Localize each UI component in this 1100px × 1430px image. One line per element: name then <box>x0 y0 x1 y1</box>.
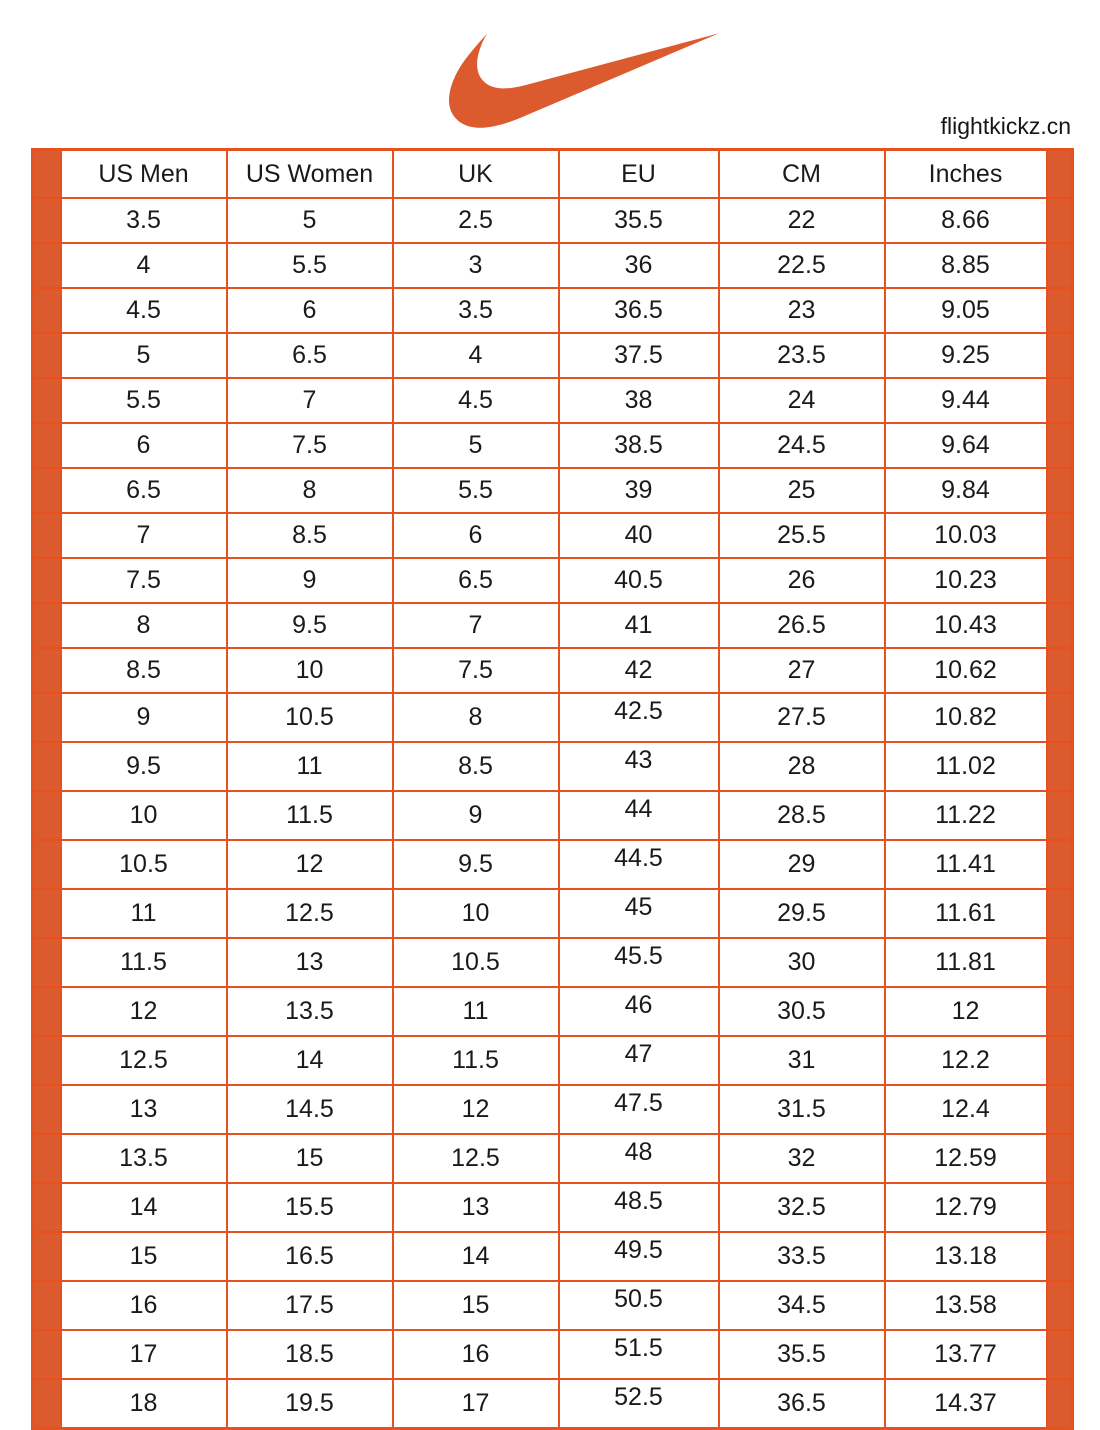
accent-bar-cell <box>33 1379 61 1429</box>
accent-bar-cell <box>1047 1134 1073 1183</box>
accent-bar-cell <box>33 1281 61 1330</box>
size-cell: 9.84 <box>885 468 1047 513</box>
size-cell: 7.5 <box>393 648 559 693</box>
size-cell: 10.5 <box>393 938 559 987</box>
size-cell: 11.61 <box>885 889 1047 938</box>
size-cell: 40.5 <box>559 558 719 603</box>
size-cell: 9.5 <box>227 603 393 648</box>
accent-bar-cell <box>1047 648 1073 693</box>
size-cell: 10.5 <box>227 693 393 742</box>
table-row <box>33 791 1073 840</box>
size-cell: 10.23 <box>885 558 1047 603</box>
accent-bar-cell <box>1047 742 1073 791</box>
column-header: US Women <box>227 150 393 199</box>
table-row <box>33 742 1073 791</box>
accent-bar-cell <box>33 378 61 423</box>
accent-bar-cell <box>1047 1379 1073 1429</box>
size-cell: 13 <box>393 1183 559 1232</box>
size-cell: 9.05 <box>885 288 1047 333</box>
size-cell: 15 <box>393 1281 559 1330</box>
size-cell: 5 <box>393 423 559 468</box>
accent-bar-cell <box>1047 333 1073 378</box>
accent-bar-cell <box>33 840 61 889</box>
size-cell: 18.5 <box>227 1330 393 1379</box>
table-row <box>33 468 1073 513</box>
accent-bar-cell <box>1047 1232 1073 1281</box>
size-cell: 17 <box>61 1330 227 1379</box>
size-cell: 10 <box>227 648 393 693</box>
size-cell: 28 <box>719 742 885 791</box>
accent-bar-cell <box>1047 198 1073 243</box>
size-cell: 9 <box>227 558 393 603</box>
size-cell: 12 <box>227 840 393 889</box>
size-cell: 3 <box>393 243 559 288</box>
column-header: EU <box>559 150 719 199</box>
size-cell: 13.5 <box>61 1134 227 1183</box>
size-cell: 32.5 <box>719 1183 885 1232</box>
size-cell: 6.5 <box>393 558 559 603</box>
accent-bar-cell <box>1047 243 1073 288</box>
size-cell: 11 <box>393 987 559 1036</box>
size-cell: 7.5 <box>227 423 393 468</box>
accent-bar-cell <box>1047 513 1073 558</box>
accent-bar-cell <box>1047 889 1073 938</box>
size-cell: 3.5 <box>393 288 559 333</box>
size-cell: 41 <box>559 603 719 648</box>
size-cell: 47 <box>559 1036 719 1085</box>
table-row <box>33 1134 1073 1183</box>
accent-bar-cell <box>33 1232 61 1281</box>
size-cell: 13.5 <box>227 987 393 1036</box>
size-cell: 3.5 <box>61 198 227 243</box>
size-cell: 17 <box>393 1379 559 1429</box>
accent-bar-cell <box>1047 1085 1073 1134</box>
size-cell: 8 <box>227 468 393 513</box>
size-cell: 42 <box>559 648 719 693</box>
size-cell: 27 <box>719 648 885 693</box>
size-cell: 7 <box>393 603 559 648</box>
size-cell: 34.5 <box>719 1281 885 1330</box>
accent-bar-cell <box>1047 1183 1073 1232</box>
size-cell: 14 <box>393 1232 559 1281</box>
size-cell: 51.5 <box>559 1330 719 1379</box>
table-row <box>33 288 1073 333</box>
table-row <box>33 1232 1073 1281</box>
size-cell: 11.5 <box>393 1036 559 1085</box>
size-cell: 49.5 <box>559 1232 719 1281</box>
size-conversion-table <box>31 148 1074 1430</box>
size-cell: 30.5 <box>719 987 885 1036</box>
accent-bar-cell <box>1047 423 1073 468</box>
size-cell: 11.02 <box>885 742 1047 791</box>
table-row <box>33 840 1073 889</box>
size-cell: 31 <box>719 1036 885 1085</box>
size-cell: 10.82 <box>885 693 1047 742</box>
size-cell: 47.5 <box>559 1085 719 1134</box>
size-cell: 7.5 <box>61 558 227 603</box>
size-cell: 28.5 <box>719 791 885 840</box>
accent-bar-cell <box>33 987 61 1036</box>
size-cell: 12.59 <box>885 1134 1047 1183</box>
accent-bar-cell <box>1047 938 1073 987</box>
accent-bar-cell <box>33 791 61 840</box>
accent-bar-cell <box>33 1183 61 1232</box>
site-watermark: flightkickz.cn <box>940 113 1071 139</box>
size-cell: 29.5 <box>719 889 885 938</box>
size-cell: 8.66 <box>885 198 1047 243</box>
table-row <box>33 333 1073 378</box>
accent-bar-cell <box>33 1134 61 1183</box>
accent-bar-cell <box>33 1085 61 1134</box>
size-cell: 11 <box>61 889 227 938</box>
table-row <box>33 1330 1073 1379</box>
table-row <box>33 1036 1073 1085</box>
size-cell: 9.5 <box>393 840 559 889</box>
table-row <box>33 987 1073 1036</box>
size-cell: 9.25 <box>885 333 1047 378</box>
accent-bar-cell <box>1047 1330 1073 1379</box>
accent-bar-cell <box>33 889 61 938</box>
table-row <box>33 513 1073 558</box>
size-cell: 8 <box>61 603 227 648</box>
table-row <box>33 938 1073 987</box>
size-cell: 50.5 <box>559 1281 719 1330</box>
column-header: US Men <box>61 150 227 199</box>
size-cell: 11 <box>227 742 393 791</box>
size-cell: 5.5 <box>393 468 559 513</box>
size-cell: 12 <box>885 987 1047 1036</box>
accent-bar-cell <box>33 1036 61 1085</box>
accent-bar-cell <box>33 1330 61 1379</box>
size-cell: 26 <box>719 558 885 603</box>
size-cell: 12.79 <box>885 1183 1047 1232</box>
accent-bar-cell <box>1047 150 1073 199</box>
size-cell: 6 <box>393 513 559 558</box>
size-cell: 10 <box>61 791 227 840</box>
size-cell: 8.85 <box>885 243 1047 288</box>
table-row <box>33 693 1073 742</box>
size-cell: 12 <box>393 1085 559 1134</box>
accent-bar-cell <box>1047 468 1073 513</box>
accent-bar-cell <box>1047 1036 1073 1085</box>
table-row <box>33 889 1073 938</box>
size-cell: 36 <box>559 243 719 288</box>
size-cell: 9 <box>61 693 227 742</box>
size-cell: 12.4 <box>885 1085 1047 1134</box>
header-row <box>33 150 1073 199</box>
accent-bar-cell <box>33 288 61 333</box>
size-cell: 8.5 <box>227 513 393 558</box>
size-cell: 9.5 <box>61 742 227 791</box>
accent-bar-cell <box>33 198 61 243</box>
size-cell: 14 <box>227 1036 393 1085</box>
size-cell: 10.5 <box>61 840 227 889</box>
size-cell: 9 <box>393 791 559 840</box>
size-cell: 27.5 <box>719 693 885 742</box>
size-cell: 4 <box>61 243 227 288</box>
accent-bar-cell <box>1047 693 1073 742</box>
accent-bar-cell <box>33 468 61 513</box>
table-row <box>33 558 1073 603</box>
size-cell: 10.43 <box>885 603 1047 648</box>
size-cell: 5.5 <box>61 378 227 423</box>
size-cell: 45 <box>559 889 719 938</box>
size-cell: 26.5 <box>719 603 885 648</box>
size-cell: 13 <box>61 1085 227 1134</box>
size-cell: 39 <box>559 468 719 513</box>
size-cell: 10 <box>393 889 559 938</box>
size-cell: 11.41 <box>885 840 1047 889</box>
size-cell: 42.5 <box>559 693 719 742</box>
size-cell: 32 <box>719 1134 885 1183</box>
size-cell: 14.37 <box>885 1379 1047 1429</box>
size-cell: 38 <box>559 378 719 423</box>
size-cell: 30 <box>719 938 885 987</box>
accent-bar-cell <box>33 150 61 199</box>
accent-bar-cell <box>1047 288 1073 333</box>
size-cell: 35.5 <box>719 1330 885 1379</box>
nike-swoosh-logo <box>449 13 719 148</box>
size-cell: 7 <box>61 513 227 558</box>
size-cell: 19.5 <box>227 1379 393 1429</box>
size-cell: 13.58 <box>885 1281 1047 1330</box>
size-cell: 10.03 <box>885 513 1047 558</box>
table-row <box>33 648 1073 693</box>
size-cell: 13.18 <box>885 1232 1047 1281</box>
size-cell: 14.5 <box>227 1085 393 1134</box>
table-body <box>33 198 1073 1429</box>
size-cell: 25 <box>719 468 885 513</box>
size-cell: 22 <box>719 198 885 243</box>
nike-swoosh-icon <box>449 13 719 148</box>
size-cell: 13 <box>227 938 393 987</box>
size-cell: 44.5 <box>559 840 719 889</box>
size-cell: 4 <box>393 333 559 378</box>
size-cell: 35.5 <box>559 198 719 243</box>
accent-bar-cell <box>33 648 61 693</box>
size-cell: 12.2 <box>885 1036 1047 1085</box>
table-row <box>33 1085 1073 1134</box>
size-cell: 24 <box>719 378 885 423</box>
size-cell: 8.5 <box>393 742 559 791</box>
size-cell: 12.5 <box>227 889 393 938</box>
table-row <box>33 1281 1073 1330</box>
table-row <box>33 378 1073 423</box>
size-cell: 15.5 <box>227 1183 393 1232</box>
size-cell: 5 <box>227 198 393 243</box>
size-cell: 36.5 <box>559 288 719 333</box>
size-cell: 16 <box>61 1281 227 1330</box>
size-cell: 6.5 <box>61 468 227 513</box>
size-cell: 6.5 <box>227 333 393 378</box>
accent-bar-cell <box>33 693 61 742</box>
size-cell: 33.5 <box>719 1232 885 1281</box>
size-cell: 13.77 <box>885 1330 1047 1379</box>
size-cell: 12.5 <box>393 1134 559 1183</box>
size-cell: 11.22 <box>885 791 1047 840</box>
size-cell: 44 <box>559 791 719 840</box>
accent-bar-cell <box>1047 603 1073 648</box>
size-cell: 23.5 <box>719 333 885 378</box>
accent-bar-cell <box>33 513 61 558</box>
size-cell: 22.5 <box>719 243 885 288</box>
accent-bar-cell <box>1047 558 1073 603</box>
size-cell: 11.81 <box>885 938 1047 987</box>
accent-bar-cell <box>1047 791 1073 840</box>
size-cell: 40 <box>559 513 719 558</box>
size-cell: 15 <box>61 1232 227 1281</box>
size-cell: 52.5 <box>559 1379 719 1429</box>
size-cell: 6 <box>61 423 227 468</box>
column-header: Inches <box>885 150 1047 199</box>
size-cell: 45.5 <box>559 938 719 987</box>
size-cell: 29 <box>719 840 885 889</box>
column-header: CM <box>719 150 885 199</box>
size-cell: 11.5 <box>61 938 227 987</box>
table-row <box>33 423 1073 468</box>
size-cell: 6 <box>227 288 393 333</box>
size-cell: 17.5 <box>227 1281 393 1330</box>
size-cell: 12 <box>61 987 227 1036</box>
accent-bar-cell <box>1047 840 1073 889</box>
accent-bar-cell <box>33 742 61 791</box>
size-cell: 5.5 <box>227 243 393 288</box>
size-cell: 43 <box>559 742 719 791</box>
column-header: UK <box>393 150 559 199</box>
size-cell: 9.44 <box>885 378 1047 423</box>
size-cell: 31.5 <box>719 1085 885 1134</box>
size-cell: 23 <box>719 288 885 333</box>
size-cell: 7 <box>227 378 393 423</box>
size-cell: 4.5 <box>61 288 227 333</box>
table-row <box>33 603 1073 648</box>
size-cell: 14 <box>61 1183 227 1232</box>
size-cell: 24.5 <box>719 423 885 468</box>
accent-bar-cell <box>1047 1281 1073 1330</box>
accent-bar-cell <box>33 333 61 378</box>
size-cell: 46 <box>559 987 719 1036</box>
size-cell: 4.5 <box>393 378 559 423</box>
accent-bar-cell <box>33 243 61 288</box>
accent-bar-cell <box>1047 378 1073 423</box>
size-cell: 16 <box>393 1330 559 1379</box>
accent-bar-cell <box>33 938 61 987</box>
size-cell: 8.5 <box>61 648 227 693</box>
size-cell: 2.5 <box>393 198 559 243</box>
size-cell: 15 <box>227 1134 393 1183</box>
accent-bar-cell <box>33 558 61 603</box>
table-row <box>33 1379 1073 1429</box>
table-row <box>33 243 1073 288</box>
size-cell: 37.5 <box>559 333 719 378</box>
accent-bar-cell <box>1047 987 1073 1036</box>
size-cell: 12.5 <box>61 1036 227 1085</box>
size-cell: 38.5 <box>559 423 719 468</box>
size-cell: 18 <box>61 1379 227 1429</box>
table-row <box>33 198 1073 243</box>
size-cell: 36.5 <box>719 1379 885 1429</box>
table-row <box>33 1183 1073 1232</box>
size-cell: 5 <box>61 333 227 378</box>
accent-bar-cell <box>33 603 61 648</box>
size-cell: 25.5 <box>719 513 885 558</box>
size-cell: 8 <box>393 693 559 742</box>
size-cell: 16.5 <box>227 1232 393 1281</box>
size-cell: 9.64 <box>885 423 1047 468</box>
size-cell: 10.62 <box>885 648 1047 693</box>
size-cell: 11.5 <box>227 791 393 840</box>
accent-bar-cell <box>33 423 61 468</box>
size-cell: 48 <box>559 1134 719 1183</box>
size-cell: 48.5 <box>559 1183 719 1232</box>
